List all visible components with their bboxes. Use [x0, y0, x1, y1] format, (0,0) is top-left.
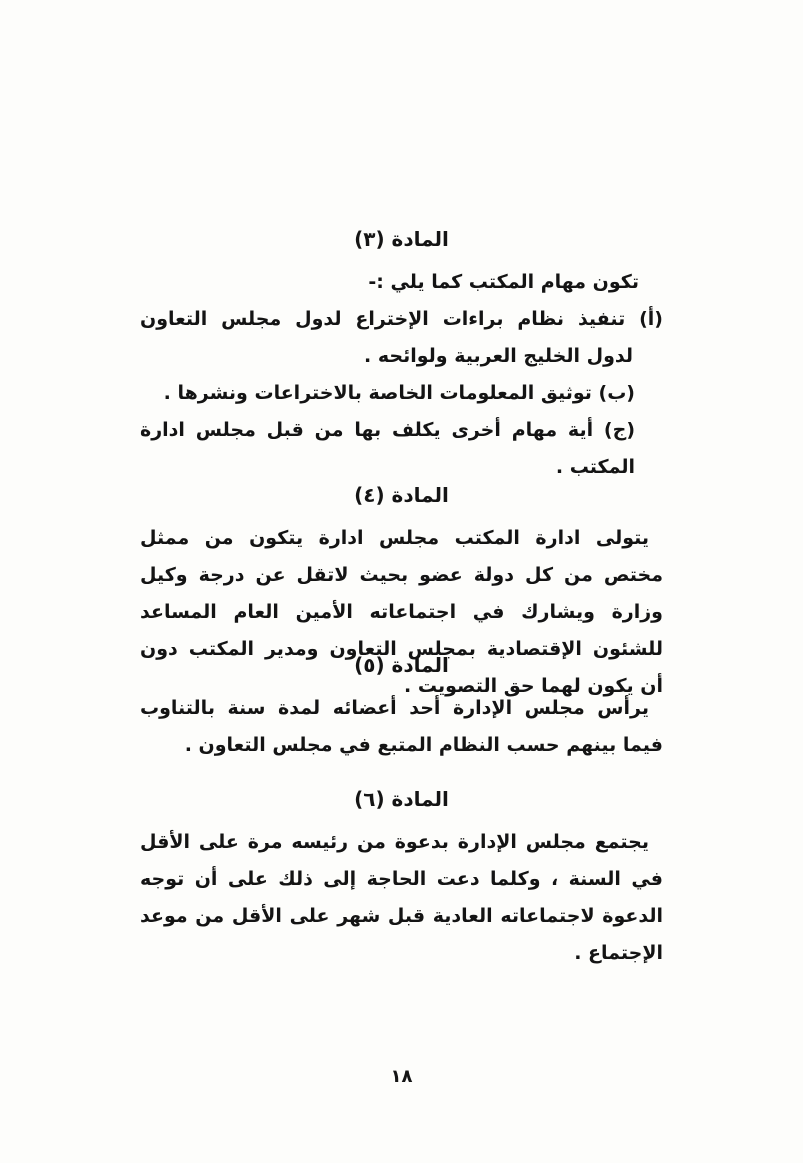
article-3-heading: المادة (٣) [354, 227, 449, 251]
article-6-body: يجتمع مجلس الإدارة بدعوة من رئيسه مرة على الأقل في السنة ، وكلما دعت الحاجة إلى ذلك على أن توجه الدعوة لاجتماعاته العادية قبل شهر على الأقل من موعد الإجتماع . [140, 831, 663, 964]
article-5-heading: المادة (٥) [354, 653, 449, 677]
article-3-item-c: (ج) أية مهام أخرى يكلف بها من قبل مجلس ادارة المكتب . [140, 419, 635, 478]
article-6-heading: المادة (٦) [354, 787, 449, 811]
article-3-item-a: (أ) تنفيذ نظام براءات الإختراع لدول مجلس التعاون لدول الخليج العربية ولوائحه . [140, 308, 663, 367]
article-4-heading: المادة (٤) [354, 483, 449, 507]
article-3-item-b: (ب) توثيق المعلومات الخاصة بالاختراعات ونشرها . [163, 382, 635, 404]
article-6-section [140, 784, 663, 972]
article-3-intro: تكون مهام المكتب كما يلي :- [368, 271, 639, 293]
article-5-body: يرأس مجلس الإدارة أحد أعضائه لمدة سنة بالتناوب فيما بينهم حسب النظام المتبع في مجلس التعاون . [140, 697, 663, 756]
article-3-section [140, 224, 663, 486]
article-4-body: يتولى ادارة المكتب مجلس ادارة يتكون من ممثل مختص من كل دولة عضو بحيث لاتقل عن درجة وكيل وزارة ويشارك في اجتماعاته الأمين العام المساعد للشئون الإقتصادية بمجلس التعاون ومدير المكتب دون أن يكون لهما حق التصويت . [140, 527, 663, 697]
article-5-section [140, 650, 663, 764]
page-number: ١٨ [390, 1066, 413, 1087]
